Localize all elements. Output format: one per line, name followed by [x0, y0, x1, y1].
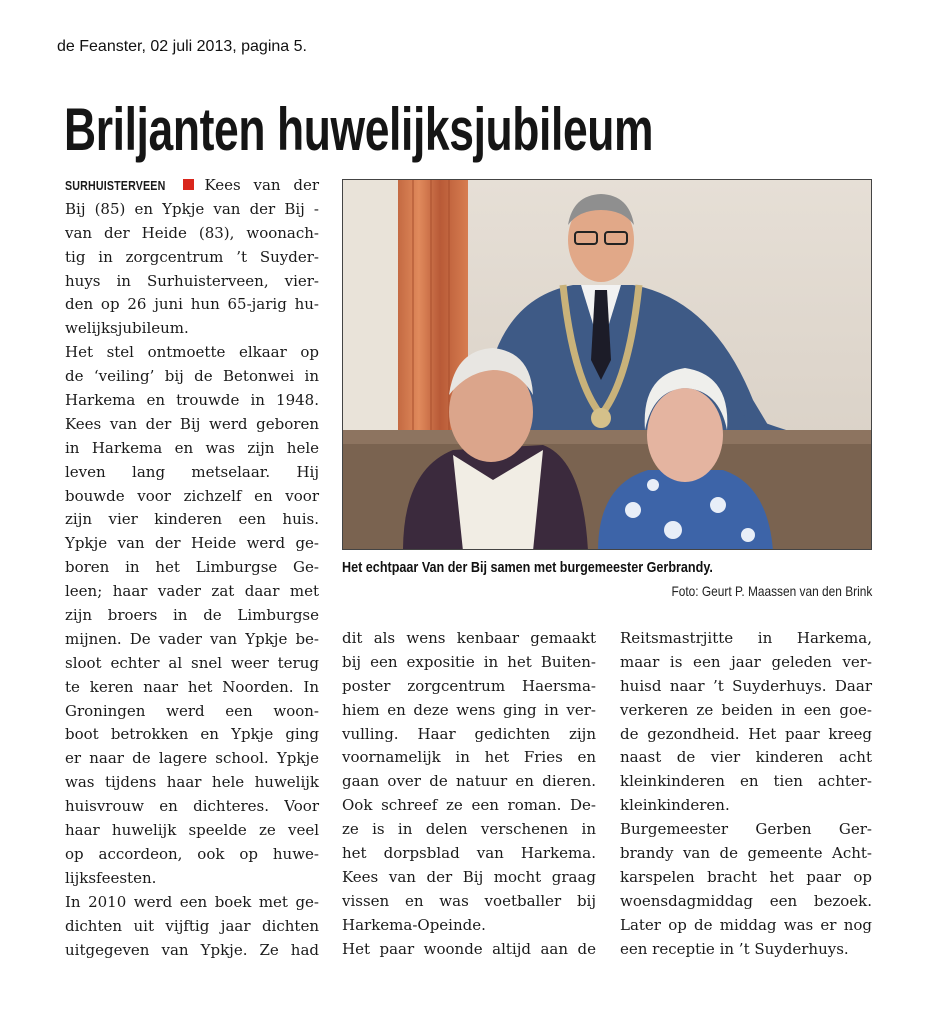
dateline: SURHUISTERVEEN [65, 178, 166, 193]
text-line: kleinkinderen en tien achter- [620, 772, 872, 791]
text-line: haar huwelijk speelde ze veel [65, 821, 319, 840]
text-line: zijn vier kinderen een huis. [65, 510, 319, 529]
text-line: poster zorgcentrum Haersma- [342, 676, 596, 695]
text-line: tig in zorgcentrum ’t Suyder- [65, 247, 319, 266]
text-line: gaan over de natuur en dieren. [342, 772, 596, 791]
article-column-3 [620, 627, 872, 961]
text-line: huisd naar ’t Suyderhuys. Daar [620, 676, 872, 695]
photo-illustration [343, 180, 872, 550]
text-line: hiem en deze wens ging in ver- [342, 700, 596, 719]
red-square-icon [183, 179, 194, 190]
text-line: Bij (85) en Ypkje van der Bij - [65, 199, 319, 218]
text-line: Ook schreef ze een roman. De- [342, 796, 596, 815]
text-line: Het paar woonde altijd aan de [342, 939, 596, 958]
text-line: woensdagmiddag een bezoek. [620, 891, 872, 910]
text-line: het dorpsblad van Harkema. [342, 844, 596, 863]
text-line: er naar de lagere school. Ypkje [65, 749, 319, 768]
text-line: bouwde voor zichzelf en voor [65, 486, 319, 505]
text-line: lijksfeesten. [65, 868, 157, 887]
article-column-2 [342, 627, 596, 961]
text-line: voornamelijk in het Fries en [342, 748, 596, 767]
text-line: van der Heide (83), woonach- [65, 223, 319, 242]
text-line: dit als wens kenbaar gemaakt [342, 629, 596, 647]
text-line: huisvrouw en dichteres. Voor [65, 797, 319, 816]
text-line: was tijdens haar hele huwelijk [65, 773, 319, 792]
text-line: ze is in delen verschenen in [342, 820, 596, 839]
article-column-1 [65, 174, 319, 962]
text-line: bij een expositie in het Buiten- [342, 652, 596, 671]
text-line: maar is een jaar geleden ver- [620, 652, 872, 671]
text-line: brandy van de gemeente Acht- [620, 844, 872, 863]
headline: Briljanten huwelijksjubileum [64, 96, 654, 163]
text-line: vissen en was voetballer bij [342, 891, 596, 910]
text-line: kleinkinderen. [620, 796, 730, 815]
text-line: Harkema en trouwde in 1948. [65, 391, 319, 410]
text-line: sloot echter al snel weer terug [65, 653, 319, 672]
text-line: leven lang metselaar. Hij [65, 462, 319, 481]
photo-caption: Het echtpaar Van der Bij samen met burgemeester Gerbrandy. [342, 559, 713, 576]
text-line: de gezondheid. Het paar kreeg [620, 724, 872, 743]
text-line: Het stel ontmoette elkaar op [65, 343, 319, 362]
text-line: vulling. Haar gedichten zijn [342, 724, 596, 743]
text-line: naast de vier kinderen acht [620, 748, 872, 767]
text-line: dichten uit vijftig jaar dichten [65, 916, 319, 935]
source-line: de Feanster, 02 juli 2013, pagina 5. [57, 38, 307, 55]
text-line: in Harkema en was zijn hele [65, 438, 319, 457]
text-line: boren in het Limburgse Ge- [65, 558, 319, 577]
text-line: Kees van der Bij werd geboren [65, 414, 319, 433]
photo [342, 179, 872, 550]
text-line: zijn broers in de Limburgse [65, 606, 319, 625]
text-line: Reitsmastrjitte in Harkema, [620, 629, 872, 647]
first-line-text: Kees van der [204, 176, 319, 194]
first-line [65, 174, 319, 198]
text-line: karspelen bracht het paar op [620, 867, 872, 886]
text-line: te keren naar het Noorden. In [65, 677, 319, 696]
text-line: huys in Surhuisterveen, vier- [65, 271, 319, 290]
text-line: Harkema-Opeinde. [342, 915, 486, 934]
text-line: boot betrokken en Ypkje ging [65, 725, 319, 744]
text-line: Ypkje van der Heide werd ge- [65, 534, 319, 553]
text-line: op accordeon, ook op huwe- [65, 844, 319, 863]
text-line: welijksjubileum. [65, 319, 189, 338]
text-line: Later op de middag was er nog [620, 915, 872, 934]
text-line: Groningen werd een woon- [65, 701, 319, 720]
photo-credit: Foto: Geurt P. Maassen van den Brink [671, 583, 872, 599]
text-line: de ‘veiling’ bij de Betonwei in [65, 367, 319, 386]
text-line: verkeren ze beiden in een goe- [620, 700, 872, 719]
text-line: Kees van der Bij mocht graag [342, 867, 596, 886]
text-line: den op 26 juni hun 65-jarig hu- [65, 295, 319, 314]
text-line: leen; haar vader zat daar met [65, 582, 319, 601]
text-line: uitgegeven van Ypkje. Ze had [65, 940, 319, 959]
text-line: Burgemeester Gerben Ger- [620, 820, 872, 839]
text-line: mijnen. De vader van Ypkje be- [65, 629, 319, 648]
text-line: een receptie in ’t Suyderhuys. [620, 939, 849, 958]
text-line: In 2010 werd een boek met ge- [65, 892, 319, 911]
